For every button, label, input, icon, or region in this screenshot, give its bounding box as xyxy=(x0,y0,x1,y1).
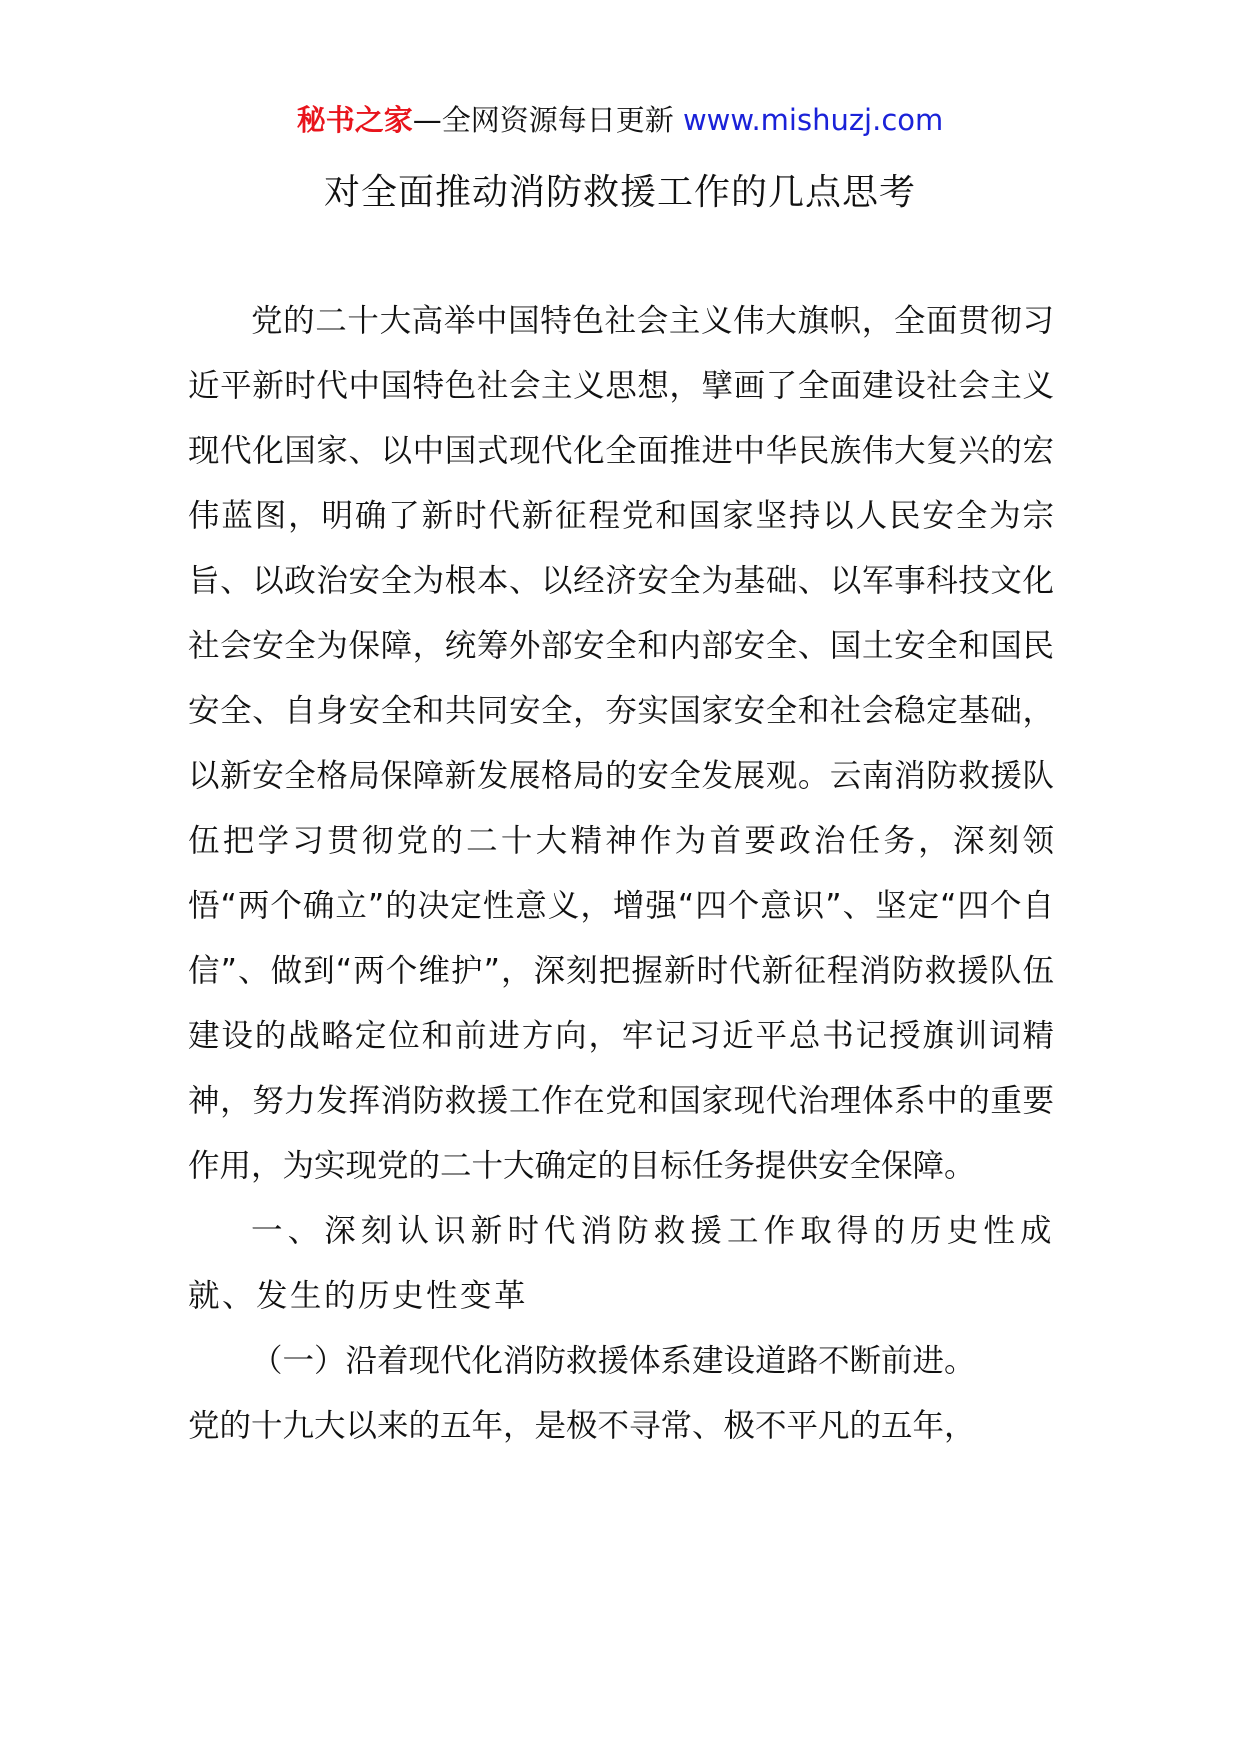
brand-tagline: —全网资源每日更新 xyxy=(412,103,674,137)
subsection-heading: （一）沿着现代化消防救援体系建设道路不断前进。 xyxy=(251,1343,976,1379)
body-paragraph: 党的二十大高举中国特色社会主义伟大旗帜，全面贯彻习近平新时代中国特色社会主义思想，擘画了全面建设社会主义现代化国家、以中国式现代化全面推进中华民族伟大复兴的宏伟蓝图，明确了新时代新征程党和国家坚持以人民安全为宗旨、以政治安全为根本、以经济安全为基础、以军事科技文化社会安全为保障，统筹外部安全和内部安全、国土安全和国民安全、自身安全和共同安全，夯实国家安全和社会稳定基础，以新安全格局保障新发展格局的安全发展观。云南消防救援队伍把学习贯彻党的二十大精神作为首要政治任务，深刻领悟“两个确立”的决定性意义，增强“四个意识”、坚定“四个自信”、做到“两个维护”，深刻把握新时代新征程消防救援队伍建设的战略定位和前进方向，牢记习近平总书记授旗训词精神，努力发挥消防救援工作在党和国家现代治理体系中的重要作用，为实现党的二十大确定的目标任务提供安全保障。 xyxy=(188,303,1054,1184)
document-body xyxy=(188,289,1054,1459)
document-title: 对全面推动消防救援工作的几点思考 xyxy=(323,172,916,213)
watermark-header xyxy=(0,100,1240,140)
section-heading: 一、深刻认识新时代消防救援工作取得的历史性成就、发生的历史性变革 xyxy=(188,1213,1054,1314)
site-url[interactable]: www.mishuzj.com xyxy=(682,103,944,137)
brand-name: 秘书之家 xyxy=(296,103,413,137)
body-paragraph: 党的十九大以来的五年，是极不寻常、极不平凡的五年， xyxy=(188,1408,976,1444)
